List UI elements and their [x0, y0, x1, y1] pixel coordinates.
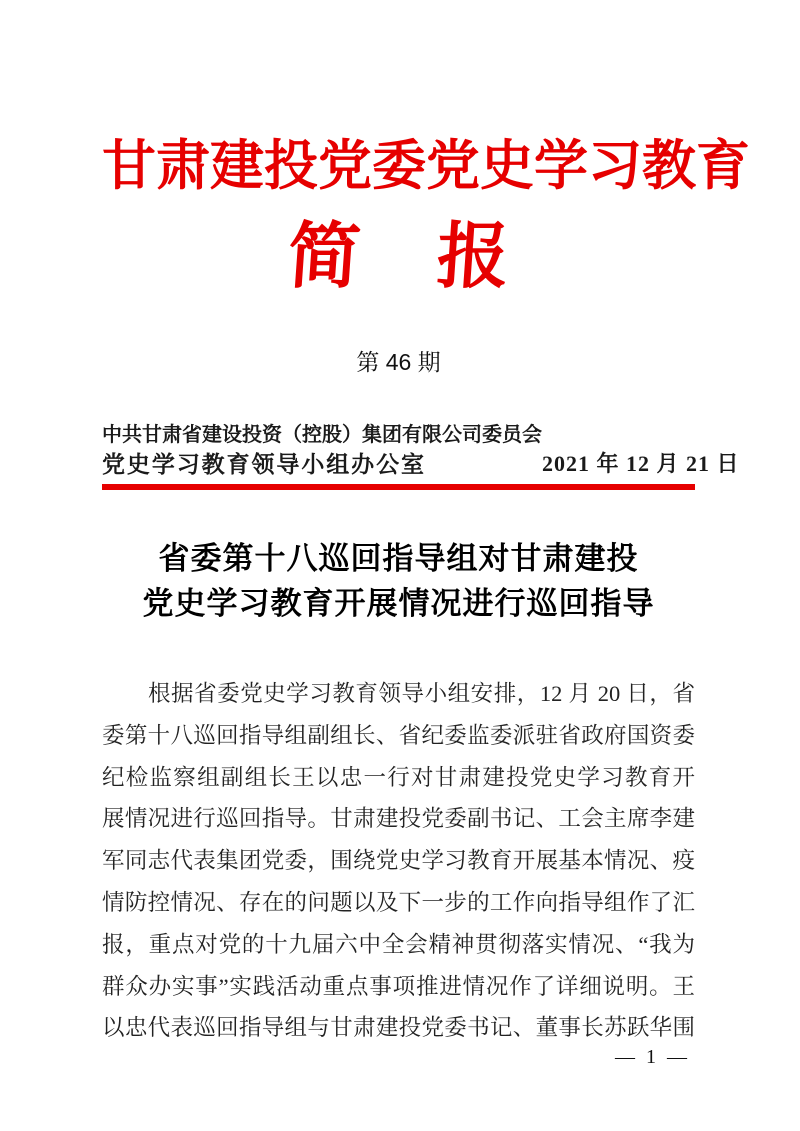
- masthead: [102, 136, 750, 377]
- publisher-org-line-2: 党史学习教育领导小组办公室: [102, 452, 424, 477]
- page-number: — 1 —: [615, 1046, 690, 1068]
- body-line: 群众办实事”实践活动重点事项推进情况作了详细说明。王: [102, 973, 695, 999]
- masthead-title: 甘肃建投党委党史学习教育: [102, 136, 750, 196]
- masthead-subtitle: [102, 217, 695, 297]
- masthead-divider-rule: [102, 484, 695, 490]
- article-title-line-1: 省委第十八巡回指导组对甘肃建投: [158, 541, 639, 576]
- publish-date: 2021 年 12 月 21 日: [542, 451, 740, 476]
- body-line: 报，重点对党的十九届六中全会精神贯彻落实情况、“我为: [102, 931, 695, 957]
- body-line: 委第十八巡回指导组副组长、省纪委监委派驻省政府国资委: [102, 722, 695, 748]
- body-line: 军同志代表集团党委，围绕党史学习教育开展基本情况、疫: [102, 848, 695, 874]
- article: [102, 536, 695, 1049]
- body-line: 情防控情况、存在的问题以及下一步的工作向指导组作了汇: [102, 889, 695, 915]
- page-footer: [615, 1046, 690, 1069]
- issue-number: 第 46 期: [356, 349, 441, 375]
- publisher-org-line-1: 中共甘肃省建设投资（控股）集团有限公司委员会: [102, 424, 542, 446]
- masthead-subtitle-char-bao: 报: [433, 217, 512, 297]
- article-title: [102, 536, 695, 626]
- publisher-org: [102, 422, 542, 479]
- body-line: 以忠代表巡回指导组与甘肃建投党委书记、董事长苏跃华围: [102, 1015, 695, 1041]
- publisher-row: [102, 422, 740, 479]
- article-body: [102, 673, 695, 1049]
- masthead-subtitle-char-jian: 简: [285, 217, 364, 297]
- body-line: 展情况进行巡回指导。甘肃建投党委副书记、工会主席李建: [102, 806, 695, 832]
- body-line: 根据省委党史学习教育领导小组安排，12 月 20 日，省: [148, 681, 695, 706]
- article-title-line-2: 党史学习教育开展情况进行巡回指导: [142, 586, 655, 621]
- body-line: 纪检监察组副组长王以忠一行对甘肃建投党史学习教育开: [102, 764, 695, 790]
